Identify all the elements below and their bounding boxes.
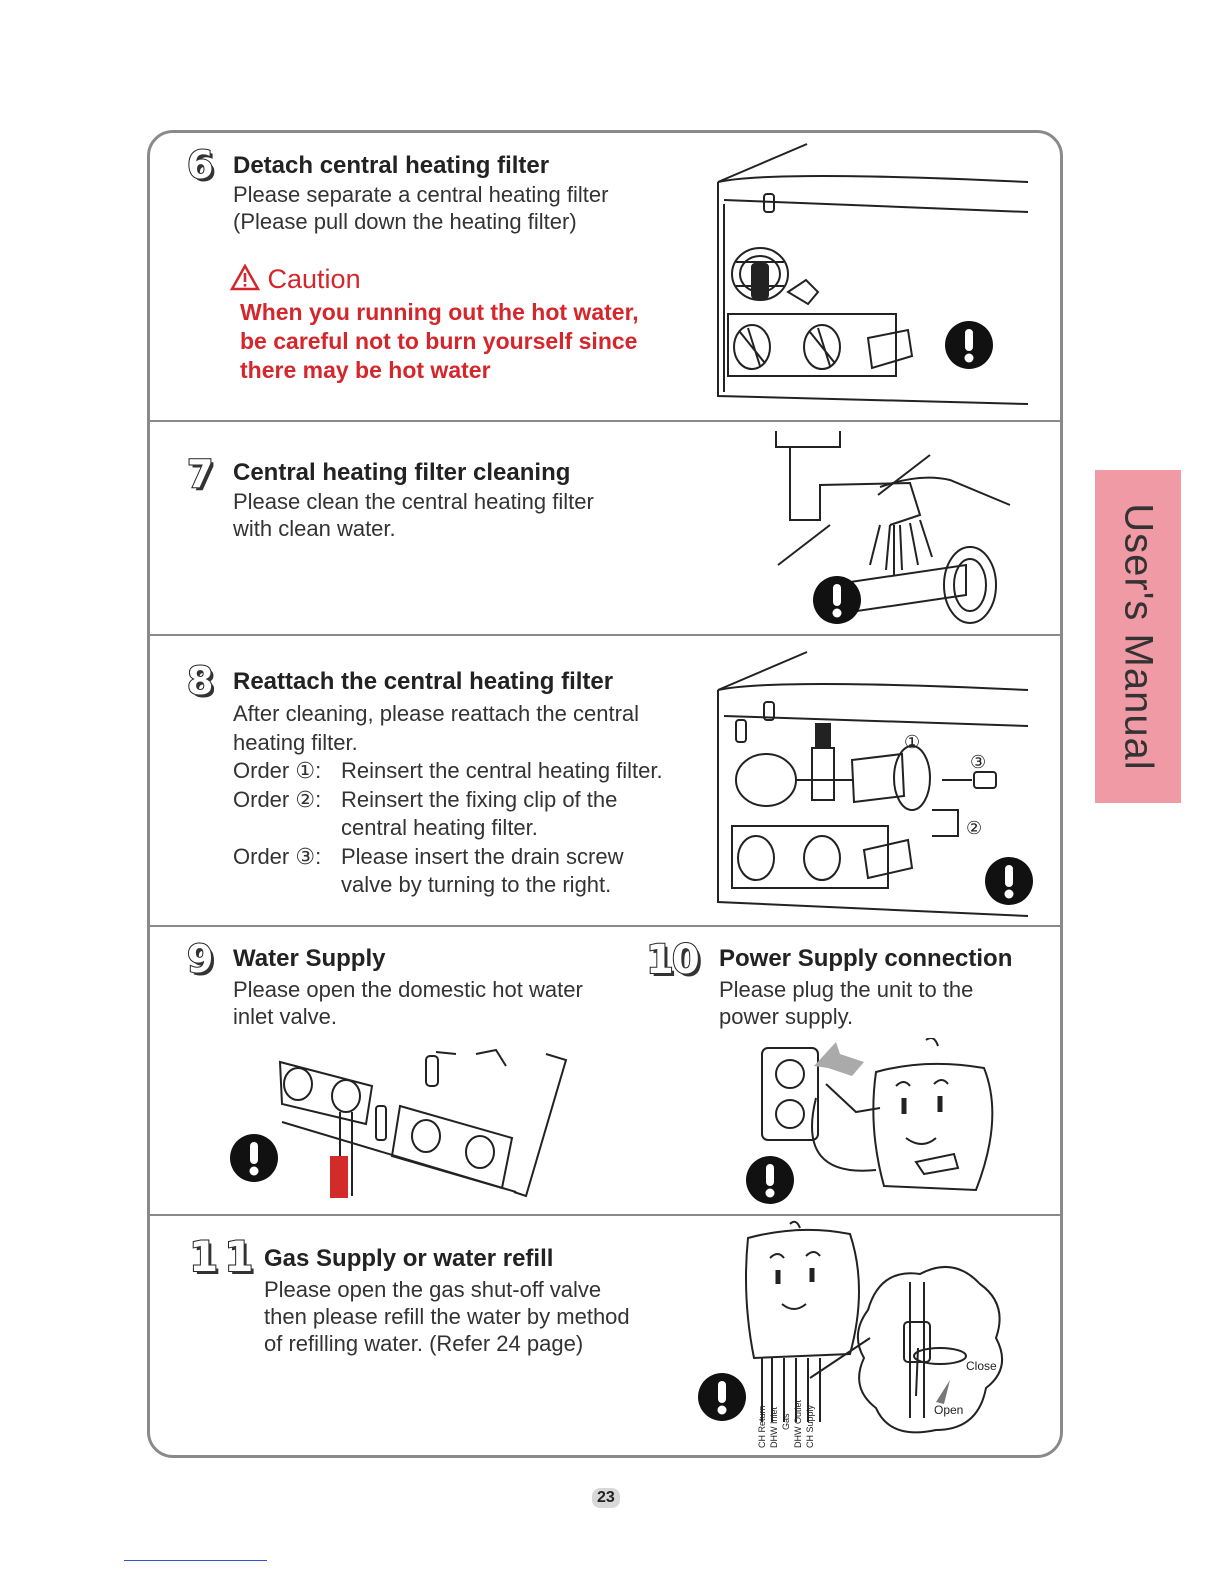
- order-row: central heating filter.: [341, 815, 538, 840]
- pipe-label: CH Supply: [805, 1404, 815, 1448]
- valve-close-label: Close: [966, 1359, 997, 1373]
- step-title: Reattach the central heating filter: [233, 668, 614, 695]
- step-description: Please open the domestic hot water inlet valve.: [233, 977, 583, 1029]
- filter-cleaning-illustration: [770, 425, 1030, 635]
- step-description: Please clean the central heating filter with clean water.: [233, 489, 594, 541]
- step-title: Power Supply connection: [719, 945, 1013, 972]
- warning-triangle-icon: [230, 264, 260, 291]
- step-number: 7: [187, 452, 214, 496]
- section-divider: [150, 925, 1062, 927]
- exclamation-circle-icon: [944, 320, 994, 375]
- step-title: Water Supply: [233, 945, 386, 972]
- exclamation-circle-icon: [229, 1133, 279, 1188]
- valve-open-label: Open: [934, 1403, 964, 1417]
- exclamation-circle-icon: [745, 1155, 795, 1210]
- order-row: Order ③: Please insert the drain screw: [233, 843, 624, 869]
- order-row: valve by turning to the right.: [341, 872, 612, 897]
- page-number: 23: [592, 1488, 620, 1508]
- exclamation-circle-icon: [697, 1372, 747, 1427]
- section-divider: [150, 1214, 1062, 1216]
- pipe-label: Gas: [781, 1413, 791, 1430]
- step-number: 9: [187, 937, 214, 981]
- step-title: Gas Supply or water refill: [264, 1245, 554, 1272]
- order-row: Order ②: Reinsert the fixing clip of the: [233, 786, 618, 812]
- caution-heading: Caution: [230, 264, 361, 295]
- footnote-rule: [124, 1560, 267, 1561]
- gas-supply-illustration: [740, 1218, 1012, 1454]
- callout-3: ③: [970, 752, 987, 773]
- exclamation-circle-icon: [984, 856, 1034, 911]
- exclamation-circle-icon: [812, 575, 862, 630]
- caution-text: When you running out the hot water, be careful not to burn yourself since there may be hot water: [240, 299, 639, 383]
- step-number: 8: [187, 659, 214, 703]
- callout-2: ②: [966, 818, 983, 839]
- step-number: 6: [187, 143, 214, 187]
- order-row: Order ①: Reinsert the central heating filter.: [233, 758, 663, 783]
- step-description: Please plug the unit to the power supply.: [719, 977, 974, 1029]
- side-tab: [1095, 470, 1181, 803]
- step-title: Detach central heating filter: [233, 152, 550, 179]
- water-supply-illustration: [276, 1046, 576, 1206]
- pipe-label: CH Return: [757, 1405, 767, 1448]
- step-description: Please open the gas shut-off valve then please refill the water by method of refilling water. (Refer 24 page): [264, 1277, 630, 1356]
- step-number: 11: [189, 1232, 260, 1281]
- pipe-label: DHW Outlet: [793, 1399, 803, 1448]
- step-description: After cleaning, please reattach the central heating filter. Order ①: Reinsert the central heating filter. Order ②: Reinsert the fixing clip of the central heating filter. Order ③: Please insert the drain screw valve by turning to the right.: [233, 700, 663, 900]
- callout-1: ①: [904, 732, 921, 753]
- pipe-label: DHW Inlet: [769, 1406, 779, 1448]
- section-divider: [150, 420, 1062, 422]
- step-description: Please separate a central heating filter (Please pull down the heating filter): [233, 182, 609, 234]
- step-title: Central heating filter cleaning: [233, 459, 571, 486]
- side-tab-label: User's Manual: [1116, 502, 1161, 771]
- step-number: 10: [646, 937, 698, 983]
